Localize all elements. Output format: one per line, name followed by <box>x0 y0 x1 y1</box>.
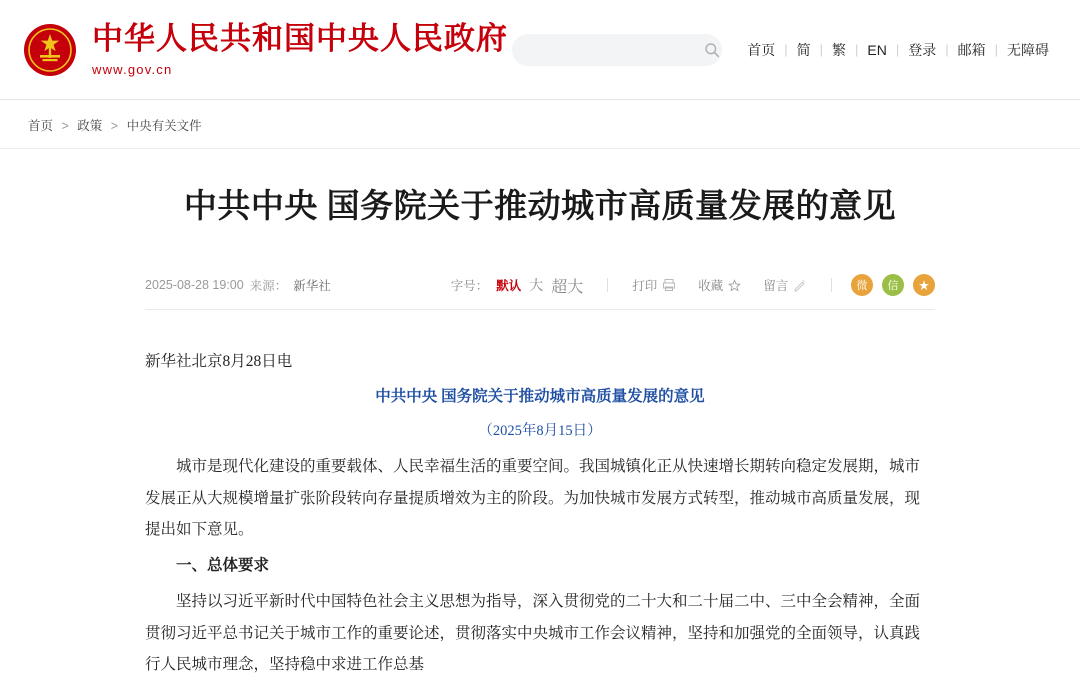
site-brand-domain: www.gov.cn <box>92 62 173 78</box>
meta-divider <box>607 278 608 292</box>
nav-item-mail[interactable]: 邮箱 <box>957 41 986 58</box>
font-size-default-button[interactable]: 默认 <box>496 279 522 294</box>
nav-item-login[interactable]: 登录 <box>908 41 937 58</box>
document-title: 中共中央 国务院关于推动城市高质量发展的意见 <box>375 388 705 406</box>
weibo-share-icon[interactable]: 微 <box>851 274 873 296</box>
font-size-extra-large-button[interactable]: 超大 <box>551 278 584 296</box>
share-group <box>851 274 935 296</box>
search-icon[interactable] <box>704 42 720 58</box>
meta-left-group <box>145 276 331 294</box>
national-emblem-icon <box>22 22 78 78</box>
nav-item-accessibility[interactable]: 无障碍 <box>1007 41 1049 58</box>
font-size-label: 字号： <box>450 279 489 294</box>
document-date: （2025年8月15日） <box>478 423 602 440</box>
body-paragraph: 坚持以习近平新时代中国特色社会主义思想为指导，深入贯彻党的二十大和二十届二中、三中全会精神，全面贯彻习近平总书记关于城市工作的重要论述，贯彻落实中央城市工作会议精神，坚持和加强党的全面领导，认真践行人民城市理念，坚持稳中求进工作总基 <box>145 592 921 674</box>
pencil-icon <box>793 278 807 292</box>
print-button[interactable] <box>632 276 676 294</box>
body-paragraph: 城市是现代化建设的重要载体、人民幸福生活的重要空间。我国城镇化正从快速增长期转向稳定发展期，城市发展正从大规模增量扩张阶段转向存量提质增效为主的阶段。为加快城市发展方式转型，推动城市高质量发展，现提出如下意见。 <box>145 457 921 539</box>
header-right-area <box>512 34 1058 66</box>
collect-label: 收藏 <box>698 279 724 294</box>
comment-button[interactable] <box>763 276 807 294</box>
meta-divider <box>831 278 832 292</box>
nav-item-home[interactable]: 首页 <box>747 41 776 58</box>
article-body <box>145 346 935 681</box>
section-heading: 一、总体要求 <box>176 557 270 575</box>
site-header <box>0 0 1080 100</box>
article <box>145 149 935 681</box>
search-input[interactable] <box>524 41 704 58</box>
breadcrumb-separator: > <box>61 119 69 133</box>
search-box[interactable] <box>512 34 722 66</box>
breadcrumb-item-central-documents[interactable]: 中央有关文件 <box>126 119 202 133</box>
nav-separator: | <box>945 42 949 57</box>
nav-separator: | <box>819 42 823 57</box>
dateline: 新华社北京8月28日电 <box>145 352 293 370</box>
collect-button[interactable] <box>698 276 741 294</box>
font-size-group <box>451 274 849 297</box>
site-brand[interactable] <box>92 22 508 77</box>
nav-separator: | <box>784 42 788 57</box>
comment-label: 留言 <box>763 279 789 294</box>
nav-separator: | <box>895 42 900 57</box>
site-brand-title: 中华人民共和国中央人民政府 <box>92 20 508 56</box>
nav-item-english[interactable]: EN <box>867 41 887 58</box>
wechat-share-icon[interactable]: 信 <box>882 274 904 296</box>
nav-item-traditional[interactable]: 繁 <box>831 41 846 58</box>
breadcrumb-item-policy[interactable]: 政策 <box>77 119 103 133</box>
printer-icon <box>662 278 676 292</box>
source-name: 新华社 <box>293 279 331 294</box>
font-size-large-button[interactable]: 大 <box>529 277 544 294</box>
publish-datetime: 2025-08-28 19:00 <box>145 278 244 293</box>
breadcrumb-item-home[interactable]: 首页 <box>28 119 54 133</box>
nav-separator: | <box>994 42 998 57</box>
favorite-share-icon[interactable]: ★ <box>913 274 935 296</box>
nav-separator: | <box>854 42 859 57</box>
nav-item-simplified[interactable]: 简 <box>796 41 811 58</box>
page-title: 中共中央 国务院关于推动城市高质量发展的意见 <box>183 189 897 225</box>
breadcrumb-separator: > <box>110 119 119 133</box>
header-nav <box>738 40 1058 60</box>
article-meta-bar <box>145 268 935 310</box>
star-icon <box>728 279 741 292</box>
source-label: 来源： <box>249 279 288 294</box>
breadcrumb <box>0 100 1080 149</box>
print-label: 打印 <box>632 279 658 294</box>
